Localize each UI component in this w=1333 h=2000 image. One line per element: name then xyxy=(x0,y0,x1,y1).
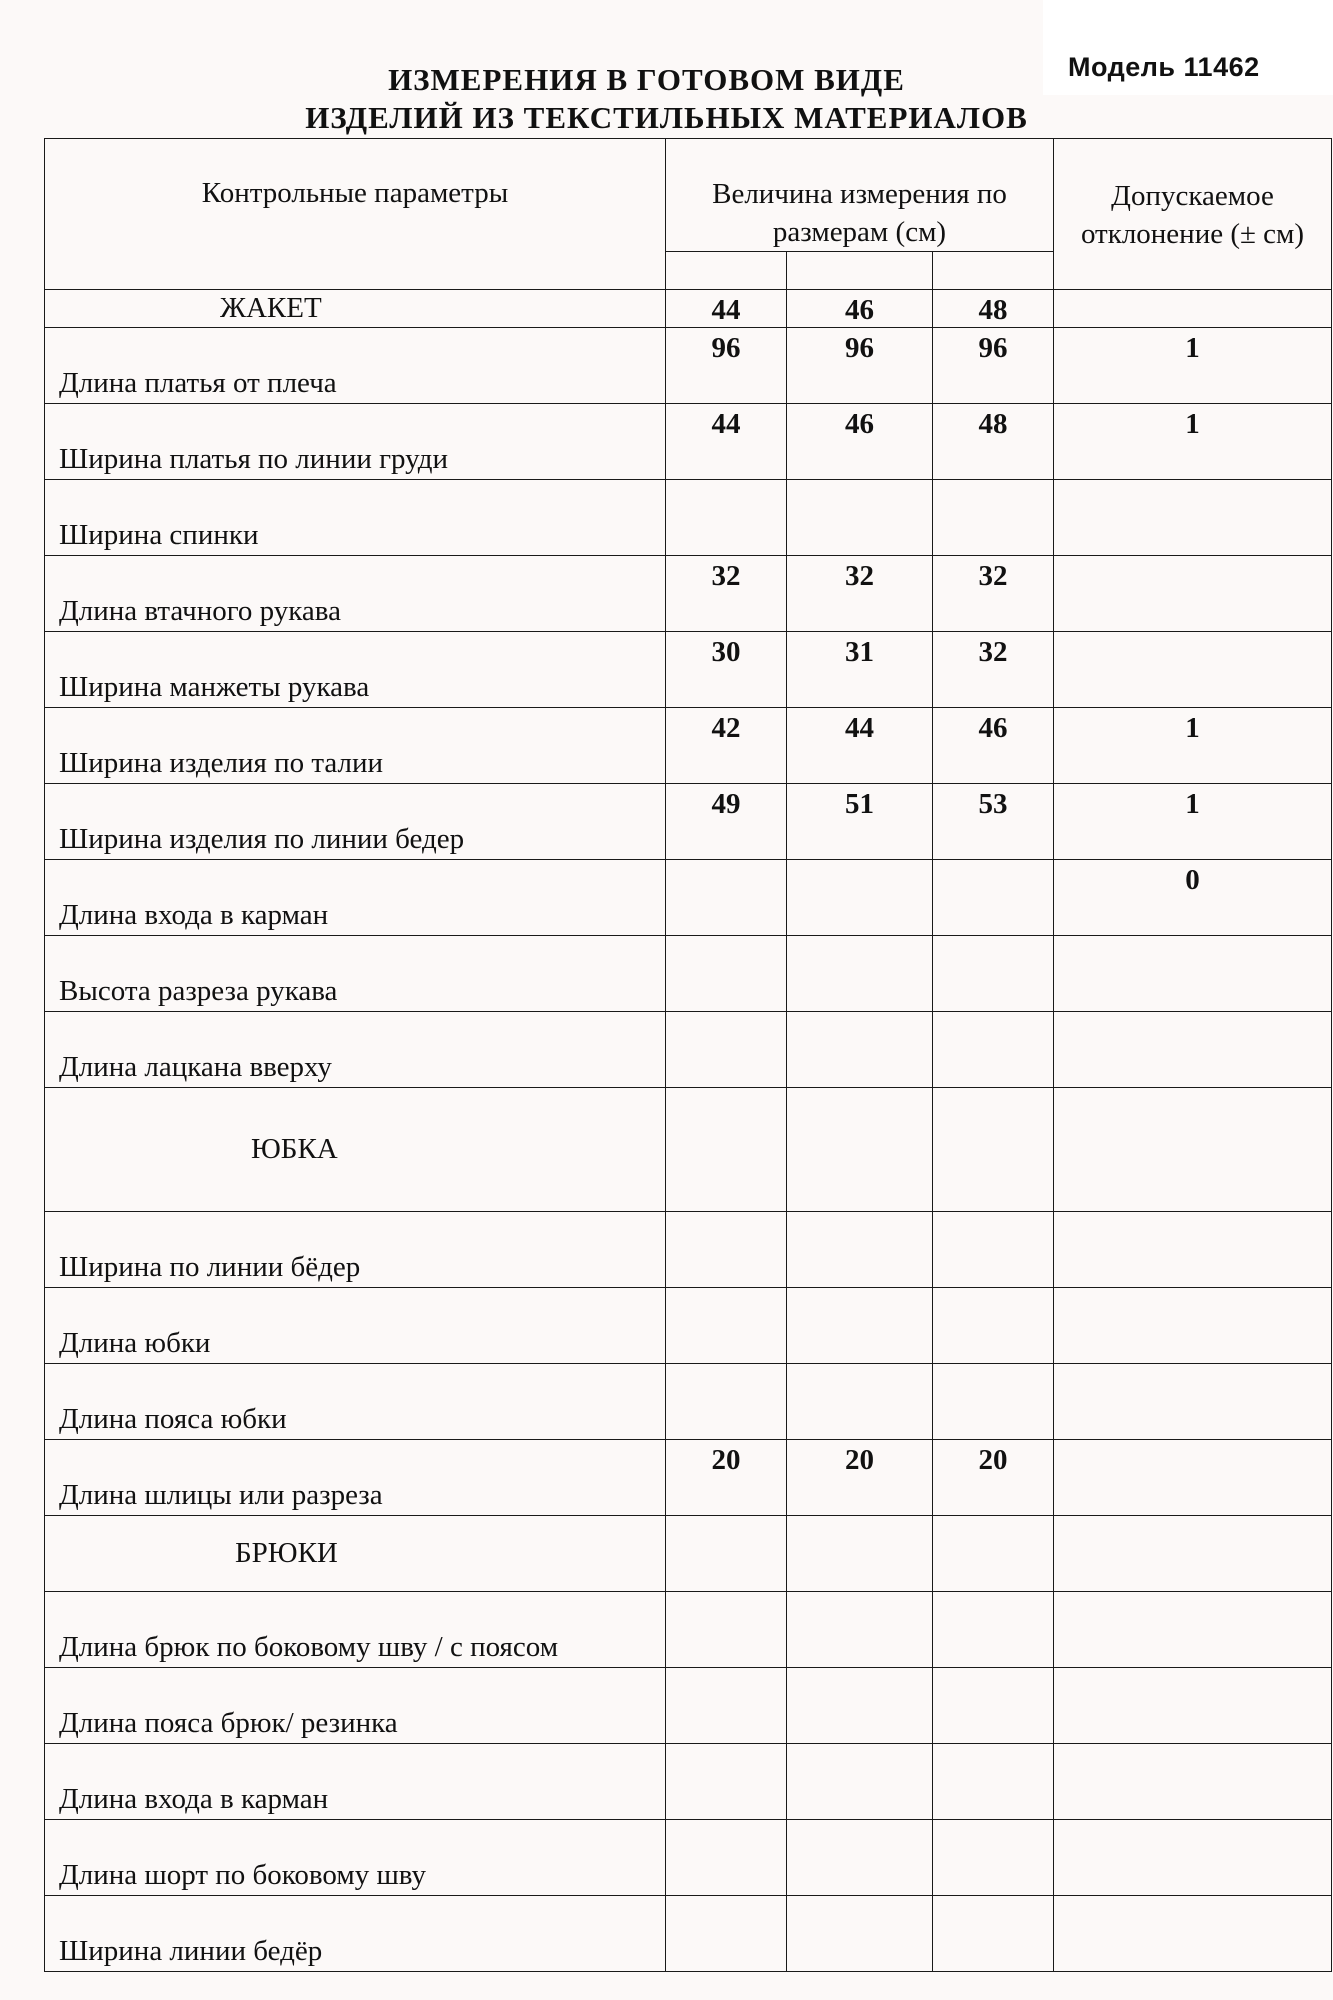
size-value-3 xyxy=(933,1592,1054,1668)
tolerance-value: 1 xyxy=(1054,404,1332,480)
table-row xyxy=(45,1896,1332,1972)
section-label: БРЮКИ xyxy=(235,1537,338,1569)
row-name-cell xyxy=(45,632,666,708)
size-value-2 xyxy=(787,1364,933,1440)
param-label: Ширина платья по линии груди xyxy=(59,443,449,475)
size-value-1 xyxy=(666,1088,787,1212)
size-value-2: 46 xyxy=(787,404,933,480)
table-row xyxy=(45,404,1332,480)
size-value-1 xyxy=(666,1516,787,1592)
table-row xyxy=(45,1820,1332,1896)
size-value-3: 20 xyxy=(933,1440,1054,1516)
param-label: Высота разреза рукава xyxy=(59,975,338,1007)
table-row xyxy=(45,556,1332,632)
table-row xyxy=(45,784,1332,860)
param-label: Длина входа в карман xyxy=(59,899,329,931)
size-value-3 xyxy=(933,936,1054,1012)
param-label: Длина платья от плеча xyxy=(59,367,337,399)
section-label: ЮБКА xyxy=(251,1133,338,1165)
size-value-2 xyxy=(787,1212,933,1288)
row-name-cell xyxy=(45,1516,666,1592)
tolerance-value: 1 xyxy=(1054,708,1332,784)
param-label: Длина пояса юбки xyxy=(59,1403,287,1435)
document-title-line-1: ИЗМЕРЕНИЯ В ГОТОВОМ ВИДЕ xyxy=(388,62,905,97)
table-row xyxy=(45,1012,1332,1088)
size-value-3: 32 xyxy=(933,632,1054,708)
size-value-1: 30 xyxy=(666,632,787,708)
tolerance-value xyxy=(1054,1088,1332,1212)
size-value-1: 44 xyxy=(666,404,787,480)
tolerance-value xyxy=(1054,936,1332,1012)
size-value-1: 44 xyxy=(666,290,787,328)
table-row xyxy=(45,936,1332,1012)
size-value-1 xyxy=(666,1744,787,1820)
tolerance-value xyxy=(1054,1440,1332,1516)
header-size-col-1 xyxy=(666,252,787,290)
size-value-2 xyxy=(787,860,933,936)
row-name-cell xyxy=(45,290,666,328)
row-name-cell xyxy=(45,1088,666,1212)
size-value-1 xyxy=(666,1592,787,1668)
size-value-2 xyxy=(787,1820,933,1896)
section-row xyxy=(45,1516,1332,1592)
header-size-col-3 xyxy=(933,252,1054,290)
size-value-2: 51 xyxy=(787,784,933,860)
size-value-2 xyxy=(787,1012,933,1088)
param-label: Ширина по линии бёдер xyxy=(59,1251,361,1283)
section-row xyxy=(45,1088,1332,1212)
row-name-cell xyxy=(45,936,666,1012)
size-value-2 xyxy=(787,1592,933,1668)
param-label: Длина шорт по боковому шву xyxy=(59,1859,427,1891)
size-value-3 xyxy=(933,1288,1054,1364)
row-name-cell xyxy=(45,1592,666,1668)
size-value-2 xyxy=(787,1288,933,1364)
size-value-1: 49 xyxy=(666,784,787,860)
row-name-cell xyxy=(45,404,666,480)
row-name-cell xyxy=(45,708,666,784)
tolerance-value xyxy=(1054,1592,1332,1668)
size-value-2 xyxy=(787,1516,933,1592)
size-value-1: 32 xyxy=(666,556,787,632)
header-row xyxy=(45,139,1332,252)
row-name-cell xyxy=(45,1288,666,1364)
table-row xyxy=(45,1592,1332,1668)
size-value-3 xyxy=(933,1088,1054,1212)
size-value-3 xyxy=(933,1820,1054,1896)
size-value-2: 46 xyxy=(787,290,933,328)
table-row xyxy=(45,1668,1332,1744)
tolerance-value xyxy=(1054,1820,1332,1896)
param-label: Ширина спинки xyxy=(59,519,259,551)
row-name-cell xyxy=(45,1668,666,1744)
measurements-table xyxy=(44,138,1332,1972)
document-title-line-2: ИЗДЕЛИЙ ИЗ ТЕКСТИЛЬНЫХ МАТЕРИАЛОВ xyxy=(305,100,1028,135)
row-name-cell xyxy=(45,784,666,860)
size-value-2: 96 xyxy=(787,328,933,404)
table-row xyxy=(45,1288,1332,1364)
table-row xyxy=(45,328,1332,404)
size-value-3 xyxy=(933,1896,1054,1972)
tolerance-value xyxy=(1054,632,1332,708)
tolerance-value xyxy=(1054,1516,1332,1592)
size-value-2: 44 xyxy=(787,708,933,784)
param-label: Ширина изделия по талии xyxy=(59,747,384,779)
row-name-cell xyxy=(45,1744,666,1820)
tolerance-value xyxy=(1054,1288,1332,1364)
param-label: Ширина изделия по линии бедер xyxy=(59,823,465,855)
param-label: Длина шлицы или разреза xyxy=(59,1479,383,1511)
table-row xyxy=(45,860,1332,936)
header-sizes: Величина измерения по размерам (см) xyxy=(666,139,1054,252)
size-value-3 xyxy=(933,1012,1054,1088)
row-name-cell xyxy=(45,1212,666,1288)
param-label: Длина втачного рукава xyxy=(59,595,341,627)
size-value-3 xyxy=(933,1668,1054,1744)
size-value-3: 48 xyxy=(933,290,1054,328)
table-row xyxy=(45,708,1332,784)
tolerance-value xyxy=(1054,556,1332,632)
tolerance-value xyxy=(1054,1744,1332,1820)
param-label: Длина пояса брюк/ резинка xyxy=(59,1707,398,1739)
row-name-cell xyxy=(45,1012,666,1088)
param-label: Длина входа в карман xyxy=(59,1783,329,1815)
size-value-2 xyxy=(787,936,933,1012)
size-value-2: 32 xyxy=(787,556,933,632)
table-row xyxy=(45,1440,1332,1516)
row-name-cell xyxy=(45,860,666,936)
tolerance-value xyxy=(1054,1668,1332,1744)
param-label: Длина лацкана вверху xyxy=(59,1051,332,1083)
table-row xyxy=(45,1212,1332,1288)
size-value-1 xyxy=(666,1896,787,1972)
size-value-1 xyxy=(666,860,787,936)
table-row xyxy=(45,1744,1332,1820)
size-value-1 xyxy=(666,1668,787,1744)
table-row xyxy=(45,480,1332,556)
row-name-cell xyxy=(45,1896,666,1972)
size-value-1 xyxy=(666,1212,787,1288)
row-name-cell xyxy=(45,328,666,404)
size-value-3 xyxy=(933,480,1054,556)
size-value-3: 96 xyxy=(933,328,1054,404)
table-row xyxy=(45,632,1332,708)
size-value-1 xyxy=(666,1012,787,1088)
size-value-3 xyxy=(933,860,1054,936)
size-value-1: 42 xyxy=(666,708,787,784)
param-label: Длина юбки xyxy=(59,1327,211,1359)
tolerance-value xyxy=(1054,1364,1332,1440)
row-name-cell xyxy=(45,1820,666,1896)
size-value-3 xyxy=(933,1364,1054,1440)
tolerance-value: 1 xyxy=(1054,784,1332,860)
size-value-2 xyxy=(787,1896,933,1972)
size-value-1 xyxy=(666,1364,787,1440)
tolerance-value xyxy=(1054,1896,1332,1972)
size-value-3: 46 xyxy=(933,708,1054,784)
size-value-1 xyxy=(666,1288,787,1364)
size-value-2: 31 xyxy=(787,632,933,708)
header-size-col-2 xyxy=(787,252,933,290)
size-value-3 xyxy=(933,1516,1054,1592)
size-value-1 xyxy=(666,480,787,556)
header-tolerance: Допускаемое отклонение (± см) xyxy=(1054,139,1332,290)
header-params: Контрольные параметры xyxy=(45,139,666,290)
size-value-1: 96 xyxy=(666,328,787,404)
size-value-2 xyxy=(787,1668,933,1744)
size-value-1 xyxy=(666,936,787,1012)
param-label: Длина брюк по боковому шву / с поясом xyxy=(59,1631,559,1663)
section-label: ЖАКЕТ xyxy=(220,292,322,324)
size-value-1: 20 xyxy=(666,1440,787,1516)
size-value-2 xyxy=(787,1744,933,1820)
size-value-1 xyxy=(666,1820,787,1896)
row-name-cell xyxy=(45,1440,666,1516)
tolerance-value: 0 xyxy=(1054,860,1332,936)
size-value-3 xyxy=(933,1212,1054,1288)
size-value-2 xyxy=(787,1088,933,1212)
row-name-cell xyxy=(45,1364,666,1440)
model-label: Модель 11462 xyxy=(1068,52,1260,82)
row-name-cell xyxy=(45,480,666,556)
size-value-2: 20 xyxy=(787,1440,933,1516)
tolerance-value: 1 xyxy=(1054,328,1332,404)
size-value-3: 48 xyxy=(933,404,1054,480)
size-value-3 xyxy=(933,1744,1054,1820)
size-value-3: 32 xyxy=(933,556,1054,632)
section-row xyxy=(45,290,1332,328)
tolerance-value xyxy=(1054,290,1332,328)
size-value-3: 53 xyxy=(933,784,1054,860)
param-label: Ширина линии бедёр xyxy=(59,1935,323,1967)
tolerance-value xyxy=(1054,1212,1332,1288)
param-label: Ширина манжеты рукава xyxy=(59,671,370,703)
table-row xyxy=(45,1364,1332,1440)
size-value-2 xyxy=(787,480,933,556)
tolerance-value xyxy=(1054,480,1332,556)
tolerance-value xyxy=(1054,1012,1332,1088)
row-name-cell xyxy=(45,556,666,632)
